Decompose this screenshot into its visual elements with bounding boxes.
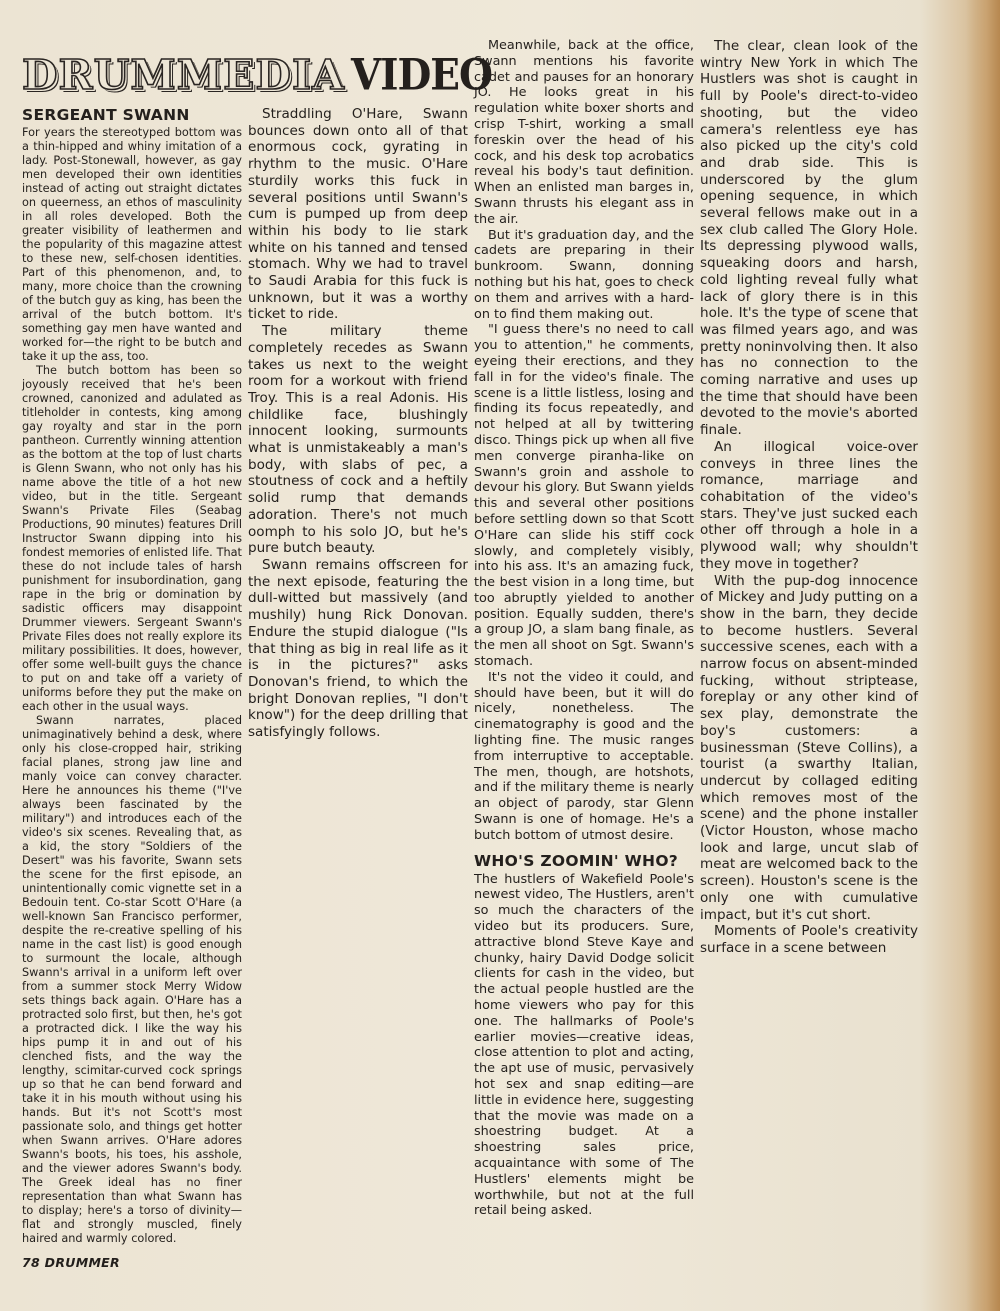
article-paragraph: The butch bottom has been so joyously received that he's been crowned, canonized and adulated as titleholder in contests, king among gay royalty and star in the porn pantheon. Currently winning attention as the bottom at the top of lust charts is Glenn Swann, who not only has his name above the title of a hot new video, but in the title. Sergeant Swann's Private Files (Seabag Productions, 90 minutes) features Drill Instructor Swann dipping into his fondest memories of enlisted life. That these do not include tales of harsh punishment for insubordination, gang rape in the brig or domination by sadistic officers may disappoint Drummer viewers. Sergeant Swann's Private Files does not really explore its military possibilities. It does, however, offer some well-built guys the chance to put on and take off a variety of uniforms before they put the make on each other in the usual ways. xyxy=(22,364,242,713)
text-column-1 xyxy=(22,106,242,1246)
page-number: 78 xyxy=(22,1255,40,1270)
article-heading-whos-zoomin-who: WHO'S ZOOMIN' WHO? xyxy=(474,851,679,870)
article-paragraph: It's not the video it could, and should have been, but it will do nicely, nonetheless. The cinematography is good and the lighting fine. The music ranges from interruptive to acceptable. The men, though, are hotshots, and if the military theme is nearly an object of parody, star Glenn Swann is one of homage. He's a butch bottom of utmost desire. xyxy=(474,669,694,843)
article-paragraph: Moments of Poole's creativity surface in a scene between xyxy=(700,923,918,956)
text-column-2 xyxy=(248,106,468,741)
masthead-solid-word: VIDEO xyxy=(350,49,492,101)
article-paragraph: With the pup-dog innocence of Mickey and Judy putting on a show in the barn, they decide to become hustlers. Several successive scenes, each with a narrow focus on absent-minded fucking, without striptease, foreplay or any other kind of sex play, demonstrate the boy's customers: a businessman (Steve Collins), a tourist (a swarthy Italian, undercut by collaged editing which removes most of the scene) and the phone installer (Victor Houston, whose macho look and large, uncut slab of meat are welcomed back to the screen). Houston's scene is the only one with cumulative impact, but it's cut short. xyxy=(700,572,918,923)
article-paragraph: An illogical voice-over conveys in three lines the romance, marriage and cohabitation of the video's stars. They've just sucked each other off through a hole in a plywood wall; why shouldn't they move in together? xyxy=(700,438,918,572)
text-column-3 xyxy=(474,38,694,1219)
article-paragraph: The military theme completely recedes as Swann takes us next to the weight room for a workout with friend Troy. This is a real Adonis. His childlike face, blushingly innocent looking, surmounts what is unmistakeably a man's body, with slabs of pec, a stoutness of cock and a heftily solid rump that demands adoration. There's not much oomph to his solo JO, but he's pure butch beauty. xyxy=(248,323,468,557)
page-edge xyxy=(966,0,1000,1311)
article-paragraph: But it's graduation day, and the cadets are preparing in their bunkroom. Swann, donning nothing but his hat, goes to check on them and arrives with a hard-on to find them making out. xyxy=(474,227,694,322)
section-masthead xyxy=(22,46,492,104)
masthead-outline-word: DRUMMEDIA xyxy=(22,51,345,99)
article-paragraph: "I guess there's no need to call you to attention," he comments, eyeing their erections, and they fall in for the video's finale. The scene is a little listless, losing and finding its focus repeatedly, and not helped at all by twittering disco. Things pick up when all five men converge piranha-like on Swann's groin and asshole to devour his glory. But Swann yields this and several other positions before settling down so that Scott O'Hare can slide his stiff cock slowly, and completely visibly, into his ass. It's an amazing fuck, the best vision in a long time, but too abruptly yielded to another position. Equally sudden, there's a group JO, a slam bang finale, as the men all shoot on Sgt. Swann's stomach. xyxy=(474,322,694,670)
article-heading-sergeant-swann: SERGEANT SWANN xyxy=(22,106,190,124)
magazine-name: DRUMMER xyxy=(44,1255,120,1270)
article-paragraph: Straddling O'Hare, Swann bounces down onto all of that enormous cock, gyrating in rhythm to the music. O'Hare sturdily works this fuck in several positions until Swann's cum is pumped up from deep within his body to lie stark white on his tanned and tensed stomach. Why we had to travel to Saudi Arabia for this fuck is unknown, but it was a worthy ticket to ride. xyxy=(248,106,468,323)
page-folio xyxy=(22,1255,120,1270)
text-column-4 xyxy=(700,38,918,957)
article-paragraph: Swann narrates, placed unimaginatively behind a desk, where only his close-cropped hair, striking facial planes, strong jaw line and manly voice can convey character. Here he announces his theme ("I've always been fascinated by the military") and introduces each of the video's six scenes. Revealing that, as a kid, the story "Soldiers of the Desert" was his favorite, Swann sets the scene for the first episode, an unintentionally comic vignette set in a Bedouin tent. Co-star Scott O'Hare (a well-known San Francisco performer, despite the re-creative spelling of his name in the cast list) is good enough to surmount the locale, although Swann's arrival in a uniform left over from a summer stock Merry Widow sets things back again. O'Hare has a protracted solo first, but then, he's got a protracted dick. I like the way his hips pump it in and out of his clenched fists, and the way the lengthy, scimitar-curved cock springs up so that he can bend forward and take it in his mouth without using his hands. But it's not Scott's most passionate solo, and things get hotter when Swann arrives. O'Hare adores Swann's boots, his toes, his asshole, and the viewer adores Swann's body. The Greek ideal has no finer representation than what Swann has to display; here's a torso of divinity—flat and strongly muscled, finely haired and warmly colored. xyxy=(22,714,242,1245)
article-paragraph: Meanwhile, back at the office, Swann mentions his favorite cadet and pauses for an honorary JO. He looks great in his regulation white boxer shorts and crisp T-shirt, working a small foreskin over the head of his cock, and his desk top acrobatics reveal his body's taut definition. When an enlisted man barges in, Swann thrusts his elegant ass in the air. xyxy=(474,38,694,227)
article-paragraph: The clear, clean look of the wintry New York in which The Hustlers was shot is caught in full by Poole's direct-to-video shooting, but the video camera's relentless eye has also picked up the city's cold and drab side. This is underscored by the glum opening sequence, in which several fellows make out in a sex club called The Glory Hole. Its depressing plywood walls, squeaking doors and harsh, cold lighting reveal fully what lack of glory there is in this hole. It's the type of scene that was filmed years ago, and was pretty noninvolving then. It also has no connection to the coming narrative and uses up the time that should have been devoted to the movie's aborted finale. xyxy=(700,38,918,439)
article-paragraph: The hustlers of Wakefield Poole's newest video, The Hustlers, aren't so much the characters of the video but its producers. Sure, attractive blond Steve Kaye and chunky, hairy David Dodge solicit clients for cash in the video, but the actual people hustled are the home viewers who pay for this one. The hallmarks of Poole's earlier movies—creative ideas, close attention to plot and acting, the apt use of music, pervasively hot sex and snap editing—are little in evidence here, suggesting that the movie was made on a shoestring budget. At a shoestring sales price, acquaintance with some of The Hustlers' elements might be worthwhile, but not at the full retail being asked. xyxy=(474,871,694,1219)
article-paragraph: Swann remains offscreen for the next episode, featuring the dull-witted but massively (and mushily) hung Rick Donovan. Endure the stupid dialogue ("Is that thing as big in real life as it is in the pictures?" asks Donovan's friend, to which the bright Donovan replies, "I don't know") for the deep drilling that satisfyingly follows. xyxy=(248,556,468,741)
article-paragraph: For years the stereotyped bottom was a thin-hipped and whiny imitation of a lady. Post-Stonewall, however, as gay men developed their own identities instead of acting out straight dictates on queerness, an ethos of masculinity in all roles developed. Both the greater visibility of leathermen and the popularity of this magazine attest to these new, self-chosen identities. Part of this phenomenon, and, to many, more choice than the crowning of the butch guy as king, has been the arrival of the butch bottom. It's something gay men have wanted and worked for—the right to be butch and take it up the ass, too. xyxy=(22,126,242,363)
